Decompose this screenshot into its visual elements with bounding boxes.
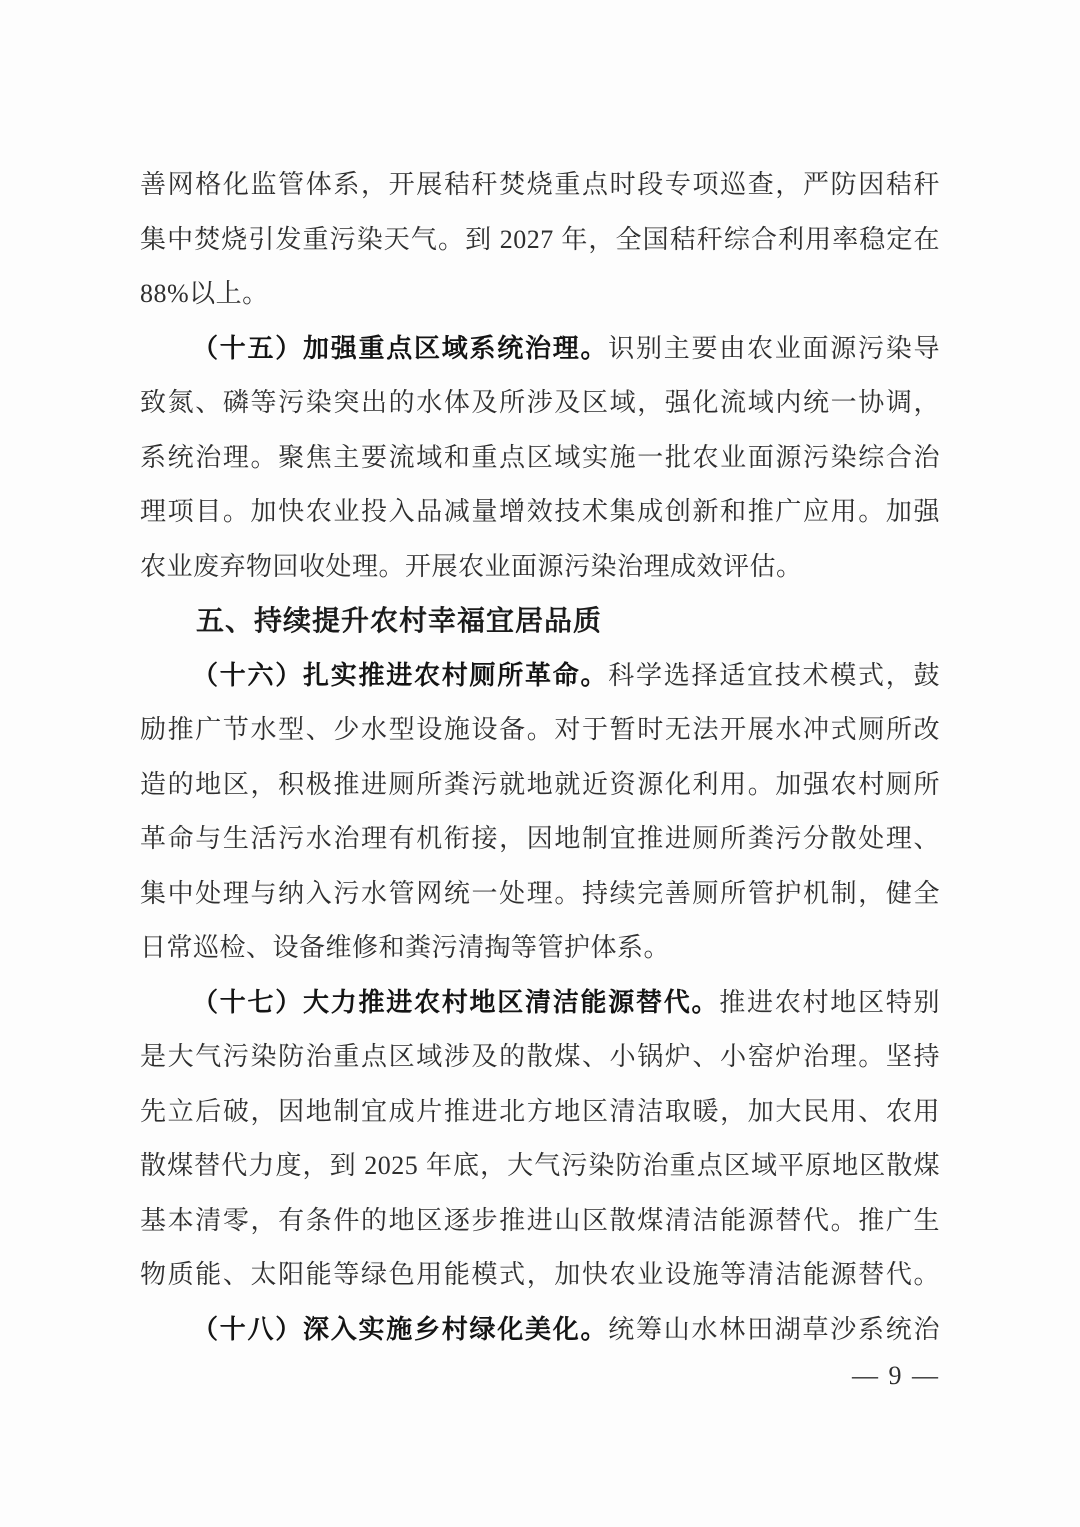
- line-text: 五、持续提升农村幸福宜居品质: [196, 605, 603, 636]
- line-text: 革命与生活污水治理有机衔接，因地制宜推进厕所粪污分散处理、: [140, 824, 940, 853]
- line-text: 推进农村地区特别: [719, 987, 940, 1017]
- line-text: 集中焚烧引发重污染天气。到 2027 年，全国秸秆综合利用率稳定在: [140, 224, 940, 254]
- text-line: [140, 322, 940, 377]
- line-text: 致氮、磷等污染突出的水体及所涉及区域，强化流域内统一协调，: [140, 388, 940, 417]
- line-text: 善网格化监管体系，开展秸秆焚烧重点时段专项巡查，严防因秸秆: [140, 170, 940, 199]
- text-line: [140, 649, 940, 704]
- text-line: [140, 485, 940, 540]
- text-line: [140, 376, 940, 431]
- line-text: 统筹山水林田湖草沙系统治: [608, 1314, 940, 1344]
- line-text: 物质能、太阳能等绿色用能模式，加快农业设施等清洁能源替代。: [140, 1260, 940, 1289]
- line-text: 88%以上。: [140, 279, 269, 308]
- paragraph-lead-bold: （十八）深入实施乡村绿化美化。: [192, 1314, 609, 1344]
- text-line: [140, 867, 940, 922]
- paragraph-lead-bold: （十七）大力推进农村地区清洁能源替代。: [192, 987, 720, 1017]
- page-number: — 9 —: [852, 1361, 940, 1390]
- section-heading: [140, 594, 940, 649]
- paragraph-lead-bold: （十六）扎实推进农村厕所革命。: [192, 660, 609, 690]
- text-line: [140, 158, 940, 213]
- line-text: 造的地区，积极推进厕所粪污就地就近资源化利用。加强农村厕所: [140, 769, 940, 799]
- text-line: [140, 540, 940, 595]
- line-text: 先立后破，因地制宜成片推进北方地区清洁取暖，加大民用、农用: [140, 1096, 940, 1126]
- line-text: 集中处理与纳入污水管网统一处理。持续完善厕所管护机制，健全: [140, 878, 940, 908]
- text-line: [140, 921, 940, 976]
- text-line: [140, 267, 940, 322]
- text-line: [140, 213, 940, 268]
- text-line: [140, 1030, 940, 1085]
- line-text: 励推广节水型、少水型设施设备。对于暂时无法开展水冲式厕所改: [140, 715, 940, 744]
- line-text: 散煤替代力度，到 2025 年底，大气污染防治重点区域平原地区散煤: [140, 1151, 940, 1180]
- text-line: [140, 1303, 940, 1358]
- line-text: 日常巡检、设备维修和粪污清掏等管护体系。: [140, 933, 671, 962]
- line-text: 理项目。加快农业投入品减量增效技术集成创新和推广应用。加强: [140, 497, 940, 526]
- text-line: [140, 431, 940, 486]
- text-line: [140, 758, 940, 813]
- line-text: 是大气污染防治重点区域涉及的散煤、小锅炉、小窑炉治理。坚持: [140, 1042, 940, 1071]
- text-line: [140, 1194, 940, 1249]
- line-text: 基本清零，有条件的地区逐步推进山区散煤清洁能源替代。推广生: [140, 1205, 940, 1235]
- text-line: [140, 976, 940, 1031]
- text-line: [140, 703, 940, 758]
- text-line: [140, 1248, 940, 1303]
- line-text: 农业废弃物回收处理。开展农业面源污染治理成效评估。: [140, 551, 803, 581]
- paragraph-lead-bold: （十五）加强重点区域系统治理。: [192, 333, 609, 363]
- line-text: 科学选择适宜技术模式，鼓: [608, 660, 940, 690]
- text-line: [140, 812, 940, 867]
- line-text: 系统治理。聚焦主要流域和重点区域实施一批农业面源污染综合治: [140, 442, 940, 472]
- line-text: 识别主要由农业面源污染导: [608, 333, 940, 363]
- text-line: [140, 1139, 940, 1194]
- document-body: [140, 158, 940, 1357]
- text-line: [140, 1085, 940, 1140]
